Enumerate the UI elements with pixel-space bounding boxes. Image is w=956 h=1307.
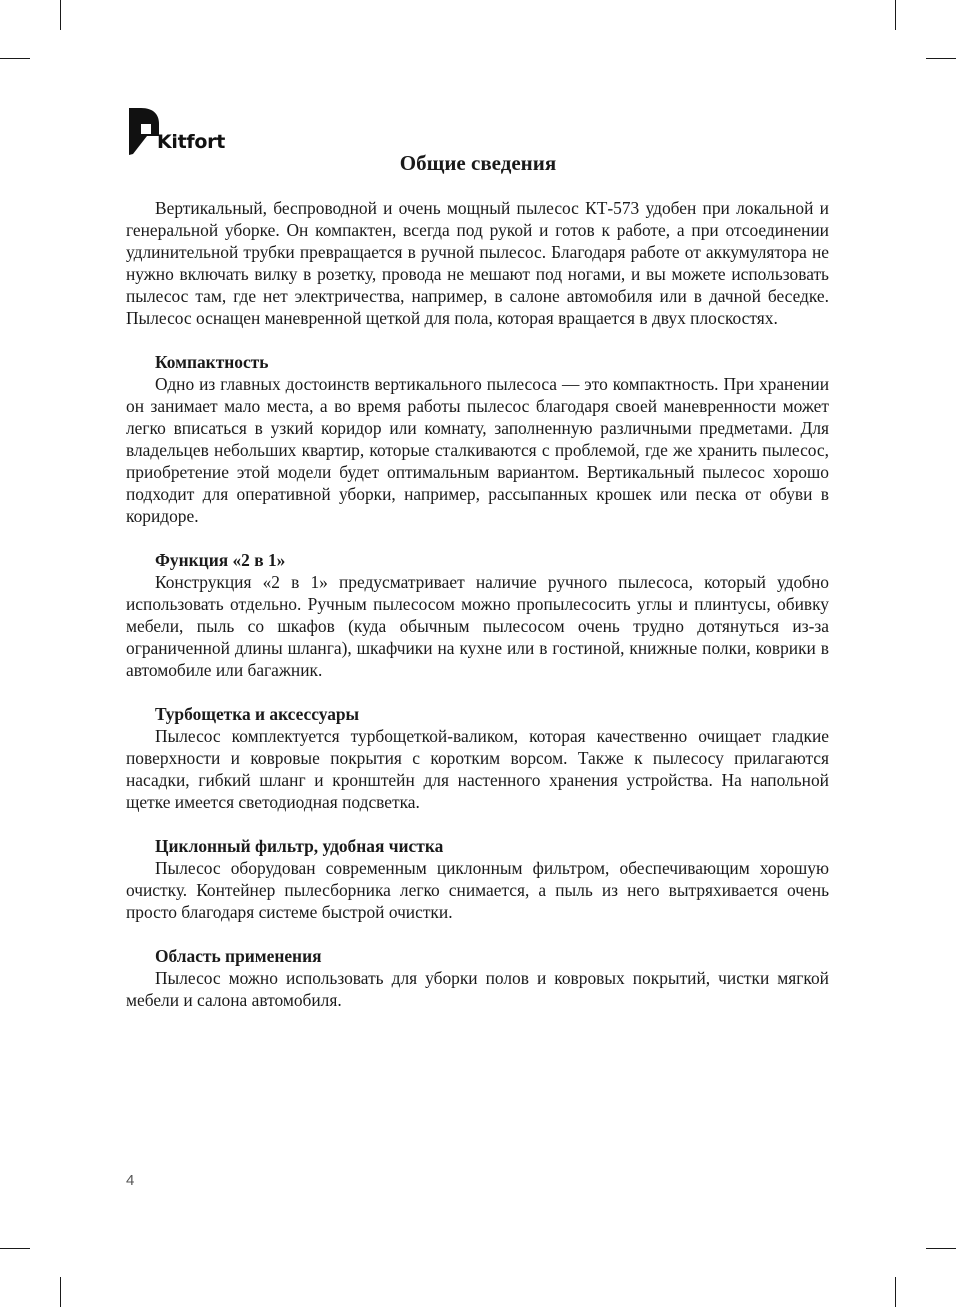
section-compactness — [126, 351, 829, 527]
section-text: Одно из главных достоинств вертикального пылесоса — это компактность. При хранении он занимает мало места, а во время работы пылесос благодаря своей маневренности может легко вписаться в узкий коридор или комнату, заполненную различными предметами. Для владельцев небольших квартир, которые сталкиваются с проблемой, где же хранить пылесос, приобретение этой модели будет оптимальным вариантом. Вертикальный пылесос хорошо подходит для оперативной уборки, например, рассыпанных крошек или песка от обуви в коридоре. — [126, 374, 829, 526]
section-heading: Область применения — [155, 946, 322, 966]
section-text: Пылесос можно использовать для уборки полов и ковровых покрытий, чистки мягкой мебели и салона автомобиля. — [126, 968, 829, 1010]
crop-mark-bottom-right-h — [926, 1248, 956, 1249]
crop-mark-top-right-h — [926, 58, 956, 59]
section-text: Конструкция «2 в 1» предусматривает наличие ручного пылесоса, который удобно использовать отдельно. Ручным пылесосом можно пропылесосить углы и плинтусы, обивку мебели, пыль со шкафов (куда обычным пылесосом очень трудно дотянуться из-за ограниченной длины шланга), шкафчики на кухне или в гостиной, книжные полки, коврики в автомобиле или багажник. — [126, 572, 829, 680]
section-cyclone-filter — [126, 835, 829, 923]
section-2-in-1 — [126, 549, 829, 681]
brand-name: Kitfort — [157, 131, 225, 153]
crop-mark-top-left-h — [0, 58, 30, 59]
section-heading: Циклонный фильтр, удобная чистка — [155, 836, 444, 856]
document-body — [126, 197, 829, 1011]
crop-mark-bottom-right — [895, 1277, 896, 1307]
section-heading: Компактность — [155, 352, 269, 372]
section-heading: Турбощетка и аксессуары — [155, 704, 360, 724]
section-heading: Функция «2 в 1» — [155, 550, 286, 570]
crop-mark-top-left — [60, 0, 61, 30]
section-application — [126, 945, 829, 1011]
page-number: 4 — [126, 1172, 135, 1189]
intro-paragraph: Вертикальный, беспроводной и очень мощный пылесос КТ-573 удобен при локальной и генеральной уборке. Он компактен, всегда под рукой и готов к работе, а при отсоединении удлинительной трубки превращается в ручной пылесос. Благодаря работе от аккумулятора не нужно включать вилку в розетку, провода не мешают под ногами, и вы можете использовать пылесос там, где нет электричества, например, в салоне автомобиля или в дачной беседке. Пылесос оснащен маневренной щеткой для пола, которая вращается в двух плоскостях. — [126, 198, 829, 328]
crop-mark-bottom-left-h — [0, 1248, 30, 1249]
crop-mark-bottom-left — [60, 1277, 61, 1307]
section-turbobrush — [126, 703, 829, 813]
section-text: Пылесос комплектуется турбощеткой-валиком, которая качественно очищает гладкие поверхности и ковровые покрытия с коротким ворсом. Также к пылесосу прилагаются насадки, гибкий шланг и кронштейн для настенного хранения устройства. На напольной щетке имеется светодиодная подсветка. — [126, 726, 829, 812]
section-text: Пылесос оборудован современным циклонным фильтром, обеспечивающим хорошую очистку. Контейнер пылесборника легко снимается, а пыль из него вытряхивается очень просто благодаря системе быстрой очистки. — [126, 858, 829, 922]
crop-mark-top-right — [895, 0, 896, 30]
page-title: Общие сведения — [399, 151, 557, 175]
